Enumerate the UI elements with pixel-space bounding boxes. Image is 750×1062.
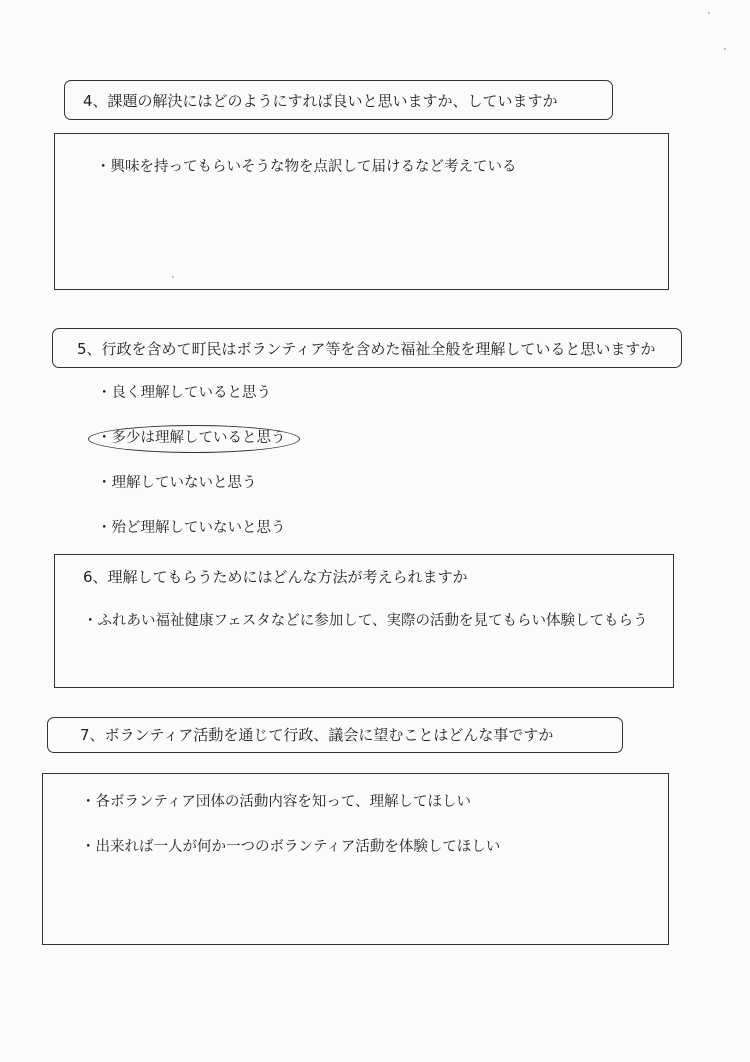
q5-option-4: ・殆ど理解していないと思う (97, 520, 286, 536)
q7-answer-box (42, 773, 669, 945)
q7-answer-2: ・出来れば一人が何か一つのボランティア活動を体験してほしい (81, 839, 501, 855)
q6-answer-text: ・ふれあい福祉健康フェスタなどに参加して、実際の活動を見てもらい体験してもらう (83, 613, 648, 629)
q5-option-3: ・理解していないと思う (97, 475, 257, 491)
q7-answer-1: ・各ボランティア団体の活動内容を知って、理解してほしい (81, 794, 472, 810)
q5-option-1: ・良く理解していると思う (97, 385, 271, 401)
scan-speck (172, 276, 174, 278)
scan-speck (724, 48, 726, 50)
q4-question-box (64, 80, 613, 120)
q7-question-box (47, 717, 623, 753)
q4-answer-text: ・興味を持ってもらいそうな物を点訳して届けるなど考えている (96, 159, 517, 175)
q4-question-text: 4、課題の解決にはどのようにすれば良いと思いますか、していますか (83, 92, 558, 110)
q5-question-box (52, 328, 682, 368)
q5-option-2-selected: ・多少は理解していると思う (97, 430, 286, 446)
q7-question-text: 7、ボランティア活動を通じて行政、議会に望むことはどんな事ですか (80, 726, 554, 744)
q4-answer-box (54, 133, 669, 290)
scan-speck (708, 12, 710, 14)
q6-question-text: 6、理解してもらうためにはどんな方法が考えられますか (83, 568, 468, 586)
q6-box (54, 554, 674, 688)
q5-question-text: 5、行政を含めて町民はボランティア等を含めた福祉全般を理解していると思いますか (77, 340, 656, 358)
